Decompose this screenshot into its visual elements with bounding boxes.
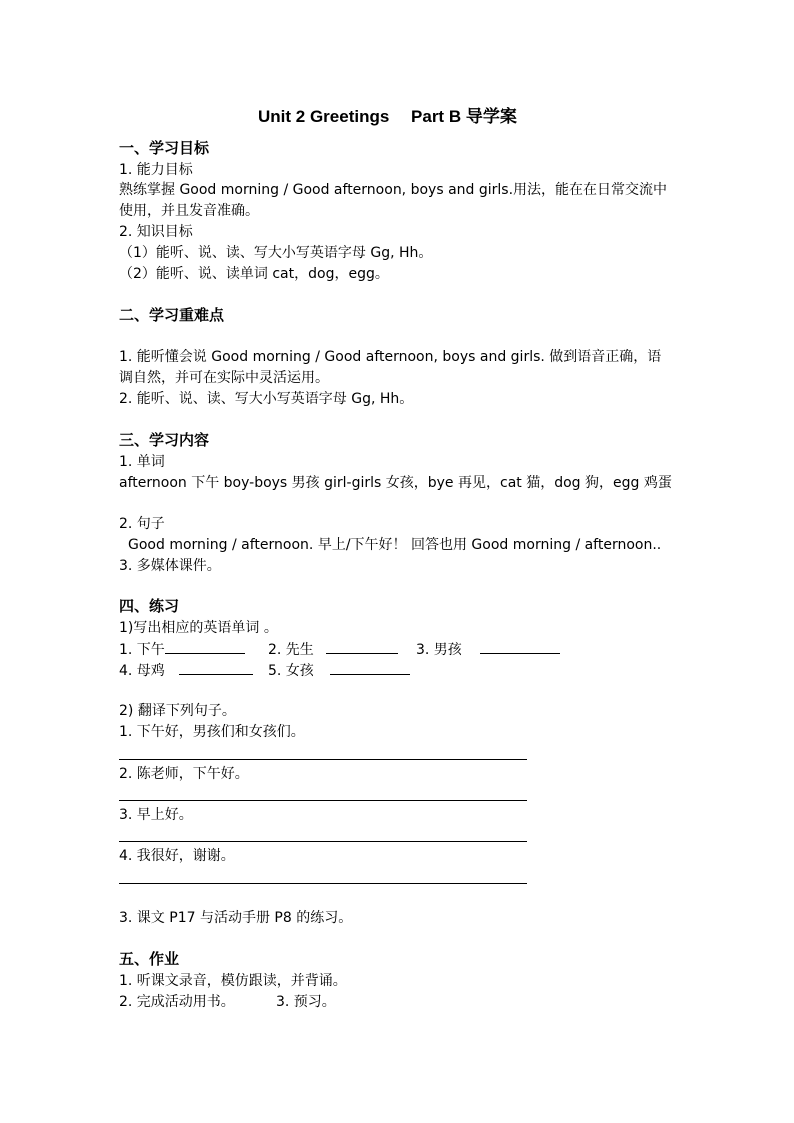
content-sentence-label: 2. 句子 xyxy=(119,516,165,532)
section-heading-key-points: 二、学习重难点 xyxy=(119,306,225,324)
objective-ability-label: 1. 能力目标 xyxy=(119,162,193,178)
translate-sentence-2: 2. 陈老师，下午好。 xyxy=(119,766,249,782)
practice-word-5-label: 5. 女孩 xyxy=(268,663,314,679)
objective-knowledge-label: 2. 知识目标 xyxy=(119,224,193,240)
practice-word-3-label: 3. 男孩 xyxy=(416,642,462,658)
content-words-label: 1. 单词 xyxy=(119,454,165,470)
section-heading-content: 三、学习内容 xyxy=(119,431,210,449)
practice-word-5 xyxy=(268,660,410,681)
section-heading-objectives: 一、学习目标 xyxy=(119,139,210,157)
translate-sentence-3: 3. 早上好。 xyxy=(119,807,193,823)
homework-item-2: 2. 完成活动用书。 xyxy=(119,994,235,1010)
translate-sentence-1: 1. 下午好，男孩们和女孩们。 xyxy=(119,724,305,740)
content-multimedia: 3. 多媒体课件。 xyxy=(119,558,221,574)
objective-ability-text: 熟练掌握 Good morning / Good afternoon, boys and girls.用法，能在在日常交流中使用，并且发音准确。 xyxy=(119,182,668,219)
page-title: Unit 2 Greetings Part B 导学案 xyxy=(258,107,517,126)
content-words-list: afternoon 下午 boy-boys 男孩 girl-girls 女孩，bye 再见，cat 猫，dog 狗，egg 鸡蛋 xyxy=(119,475,672,491)
key-point-1: 1. 能听懂会说 Good morning / Good afternoon, boys and girls. 做到语音正确，语调自然，并可在实际中灵活运用。 xyxy=(119,349,662,386)
answer-line[interactable] xyxy=(119,800,527,801)
section-heading-homework: 五、作业 xyxy=(119,950,180,968)
translate-sentence-4: 4. 我很好，谢谢。 xyxy=(119,848,235,864)
homework-item-3: 3. 预习。 xyxy=(276,994,336,1010)
answer-blank[interactable] xyxy=(330,660,410,675)
practice-word-1 xyxy=(119,639,245,660)
answer-line[interactable] xyxy=(119,841,527,842)
answer-blank[interactable] xyxy=(165,639,245,654)
key-point-2: 2. 能听、说、读、写大小写英语字母 Gg, Hh。 xyxy=(119,391,414,407)
practice-word-1-label: 1. 下午 xyxy=(119,642,165,658)
answer-line[interactable] xyxy=(119,759,527,760)
practice-word-4 xyxy=(119,660,253,681)
section-heading-practice: 四、练习 xyxy=(119,597,180,615)
answer-blank[interactable] xyxy=(480,639,560,654)
answer-line[interactable] xyxy=(119,883,527,884)
answer-blank[interactable] xyxy=(179,660,253,675)
practice-word-4-label: 4. 母鸡 xyxy=(119,663,165,679)
practice-part1-label: 1)写出相应的英语单词 。 xyxy=(119,620,278,636)
homework-item-1: 1. 听课文录音，模仿跟读，并背诵。 xyxy=(119,973,347,989)
answer-blank[interactable] xyxy=(326,639,398,654)
objective-knowledge-sub1: （1）能听、说、读、写大小写英语字母 Gg, Hh。 xyxy=(119,245,433,261)
practice-word-3 xyxy=(416,639,560,660)
practice-word-2-label: 2. 先生 xyxy=(268,642,314,658)
practice-part3: 3. 课文 P17 与活动手册 P8 的练习。 xyxy=(119,910,353,926)
practice-word-2 xyxy=(268,639,398,660)
practice-part2-label: 2) 翻译下列句子。 xyxy=(119,703,236,719)
content-sentence-text: Good morning / afternoon. 早上/下午好！ 回答也用 Good morning / afternoon.. xyxy=(128,537,662,553)
objective-knowledge-sub2: （2）能听、说、读单词 cat，dog，egg。 xyxy=(119,266,389,282)
